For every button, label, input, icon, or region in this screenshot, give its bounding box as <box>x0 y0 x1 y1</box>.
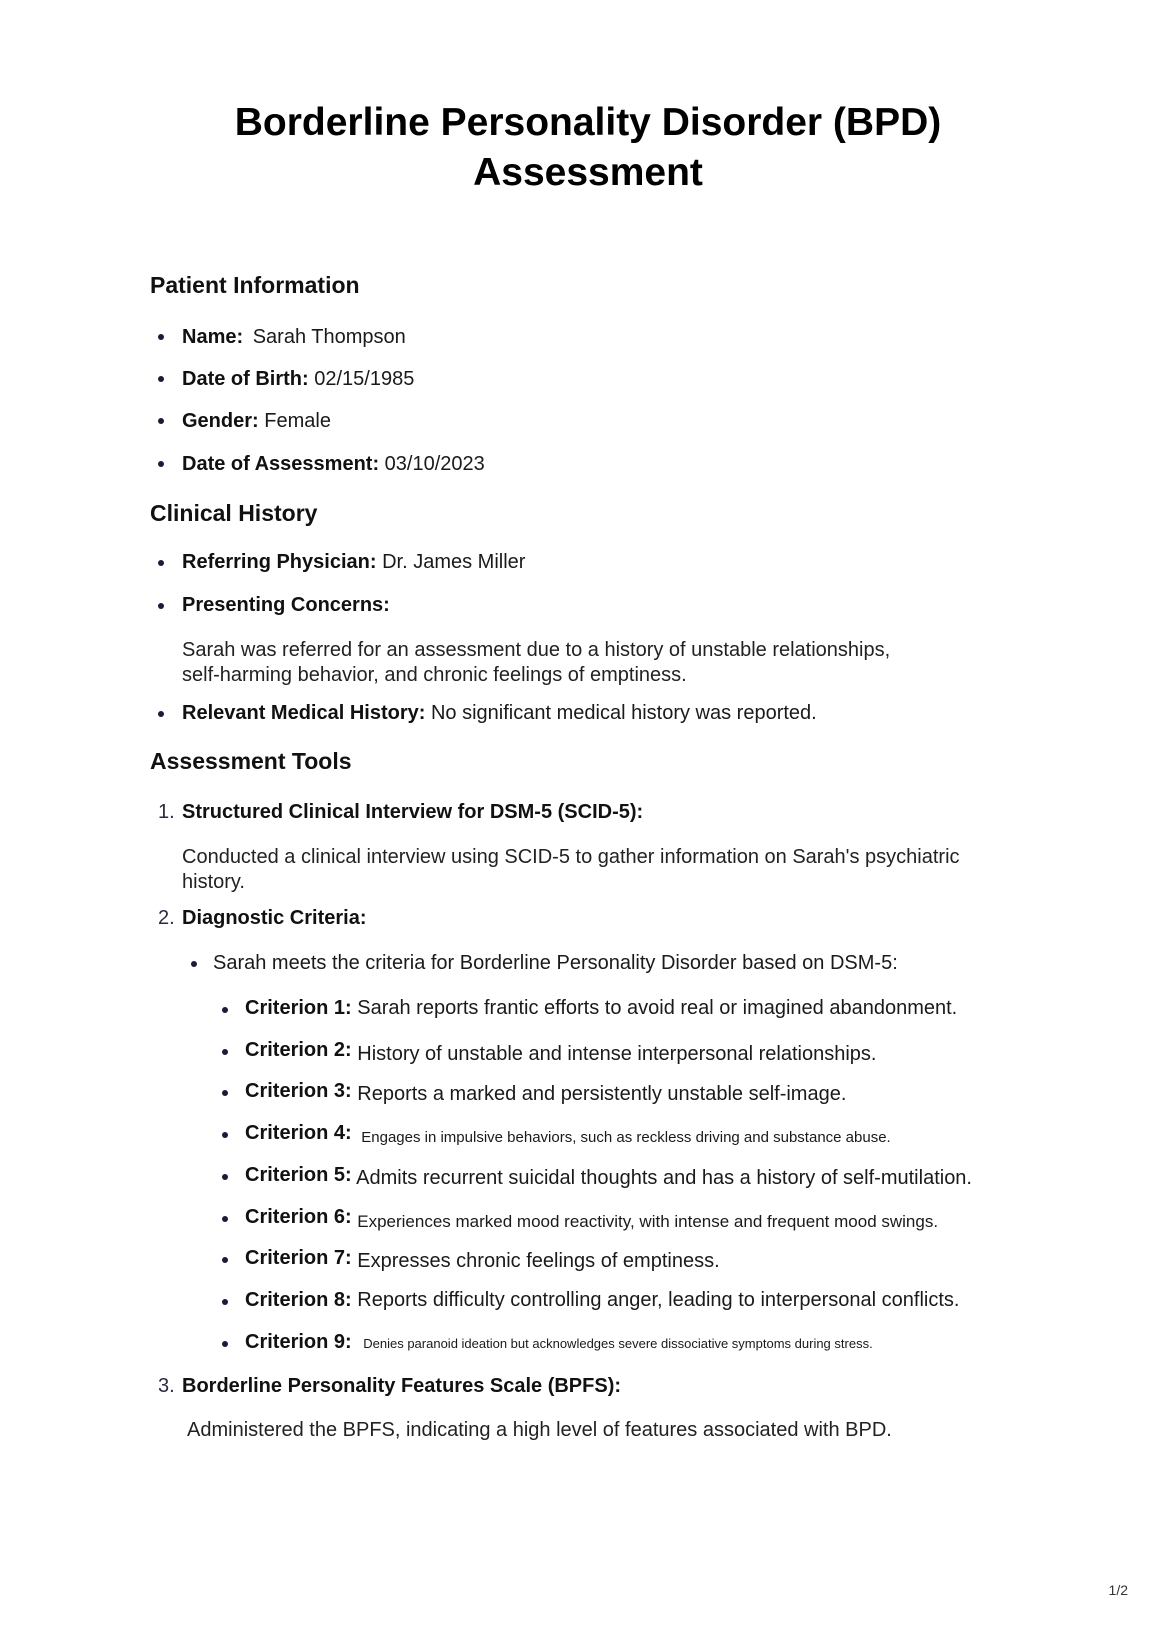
criterion-text: Engages in impulsive behaviors, such as reckless driving and substance abuse. <box>361 1129 891 1146</box>
bullet-icon <box>158 560 164 566</box>
field-label: Relevant Medical History: <box>182 702 426 724</box>
field-label: Gender: <box>182 410 259 432</box>
bullet-icon <box>222 1257 228 1263</box>
clinical-history-heading: Clinical History <box>150 500 318 526</box>
criterion-9 <box>245 1330 873 1356</box>
criterion-3 <box>245 1079 846 1103</box>
criterion-text: Expresses chronic feelings of emptiness. <box>357 1250 720 1272</box>
text-line: Sarah was referred for an assessment due to a history of unstable relationships, <box>182 639 891 661</box>
bullet-icon <box>222 1007 228 1013</box>
field-label: Date of Assessment: <box>182 453 380 475</box>
field-value: Sarah Thompson <box>252 326 406 348</box>
criterion-label: Criterion 9: <box>245 1331 352 1353</box>
title-line-1: Borderline Personality Disorder (BPD) <box>234 101 942 144</box>
bullet-icon <box>222 1090 228 1096</box>
page-number: 1/2 <box>1108 1582 1128 1598</box>
bullet-icon <box>222 1299 228 1305</box>
criterion-text: Experiences marked mood reactivity, with intense and frequent mood swings. <box>357 1212 939 1231</box>
criterion-text: Reports a marked and persistently unstable self-image. <box>357 1083 847 1105</box>
bullet-icon <box>158 418 164 424</box>
tool-scid5-title <box>182 800 643 824</box>
criterion-text: Denies paranoid ideation but acknowledges severe dissociative symptoms during stress. <box>363 1336 873 1351</box>
criterion-8 <box>245 1288 959 1312</box>
field-value: No significant medical history was reported. <box>430 702 817 724</box>
bullet-icon <box>222 1049 228 1055</box>
criterion-6 <box>245 1205 938 1230</box>
criterion-7 <box>245 1246 720 1270</box>
field-value: Dr. James Miller <box>382 551 526 573</box>
field-date-of-birth <box>182 367 414 391</box>
list-number: 1. <box>158 801 175 823</box>
bullet-icon <box>222 1132 228 1138</box>
field-value: Female <box>264 410 331 432</box>
text-line: self-harming behavior, and chronic feelings of emptiness. <box>182 664 687 686</box>
criterion-text: History of unstable and intense interpersonal relationships. <box>357 1043 877 1065</box>
bullet-icon <box>158 334 164 340</box>
criterion-label: Criterion 2: <box>245 1039 352 1061</box>
tool-title: Diagnostic Criteria: <box>182 907 367 929</box>
tool-diagnostic-criteria-title <box>182 906 366 930</box>
field-gender <box>182 409 331 433</box>
criteria-intro: Sarah meets the criteria for Borderline Personality Disorder based on DSM-5: <box>213 952 898 974</box>
document-title <box>0 98 1176 198</box>
criterion-label: Criterion 5: <box>245 1164 352 1186</box>
criterion-label: Criterion 7: <box>245 1247 352 1269</box>
criterion-label: Criterion 3: <box>245 1080 352 1102</box>
tool-title: Borderline Personality Features Scale (BPFS): <box>182 1375 622 1397</box>
bullet-icon <box>222 1174 228 1180</box>
criterion-label: Criterion 4: <box>245 1122 352 1144</box>
list-number: 3. <box>158 1375 175 1397</box>
criterion-label: Criterion 1: <box>245 997 352 1019</box>
patient-information-heading: Patient Information <box>150 272 360 298</box>
tool-bpfs-text: Administered the BPFS, indicating a high level of features associated with BPD. <box>187 1419 892 1441</box>
bullet-icon <box>158 461 164 467</box>
tool-title: Structured Clinical Interview for DSM-5 (SCID-5): <box>182 801 644 823</box>
relevant-medical-history <box>182 701 817 725</box>
criterion-label: Criterion 8: <box>245 1289 352 1311</box>
criterion-4 <box>245 1121 891 1147</box>
field-label: Referring Physician: <box>182 551 377 573</box>
criterion-label: Criterion 6: <box>245 1206 352 1228</box>
field-label: Date of Birth: <box>182 368 309 390</box>
criterion-text: Reports difficulty controlling anger, leading to interpersonal conflicts. <box>357 1289 960 1311</box>
criterion-5 <box>245 1163 972 1187</box>
bullet-icon <box>222 1341 228 1347</box>
list-number: 2. <box>158 907 175 929</box>
bullet-icon <box>158 376 164 382</box>
title-line-2: Assessment <box>473 151 703 194</box>
bullet-icon <box>191 961 197 967</box>
field-label: Presenting Concerns: <box>182 594 390 616</box>
tool-scid5-text <box>182 845 960 895</box>
text-line: history. <box>182 871 245 893</box>
bullet-icon <box>222 1216 228 1222</box>
presenting-concerns-label <box>182 593 390 617</box>
text-line: Conducted a clinical interview using SCID-5 to gather information on Sarah's psychiatric <box>182 846 960 868</box>
bullet-icon <box>158 711 164 717</box>
presenting-concerns-text <box>182 638 890 688</box>
field-value: 03/10/2023 <box>384 453 485 475</box>
field-name <box>182 325 406 349</box>
tool-bpfs-title <box>182 1374 621 1398</box>
field-value: 02/15/1985 <box>314 368 415 390</box>
assessment-tools-heading: Assessment Tools <box>150 748 352 774</box>
referring-physician <box>182 550 525 574</box>
bullet-icon <box>158 603 164 609</box>
criterion-text: Admits recurrent suicidal thoughts and has a history of self-mutilation. <box>356 1167 972 1189</box>
criterion-text: Sarah reports frantic efforts to avoid real or imagined abandonment. <box>357 997 958 1019</box>
field-date-of-assessment <box>182 452 485 476</box>
criterion-2 <box>245 1038 877 1065</box>
criterion-1 <box>245 996 957 1020</box>
field-label: Name: <box>182 326 244 348</box>
